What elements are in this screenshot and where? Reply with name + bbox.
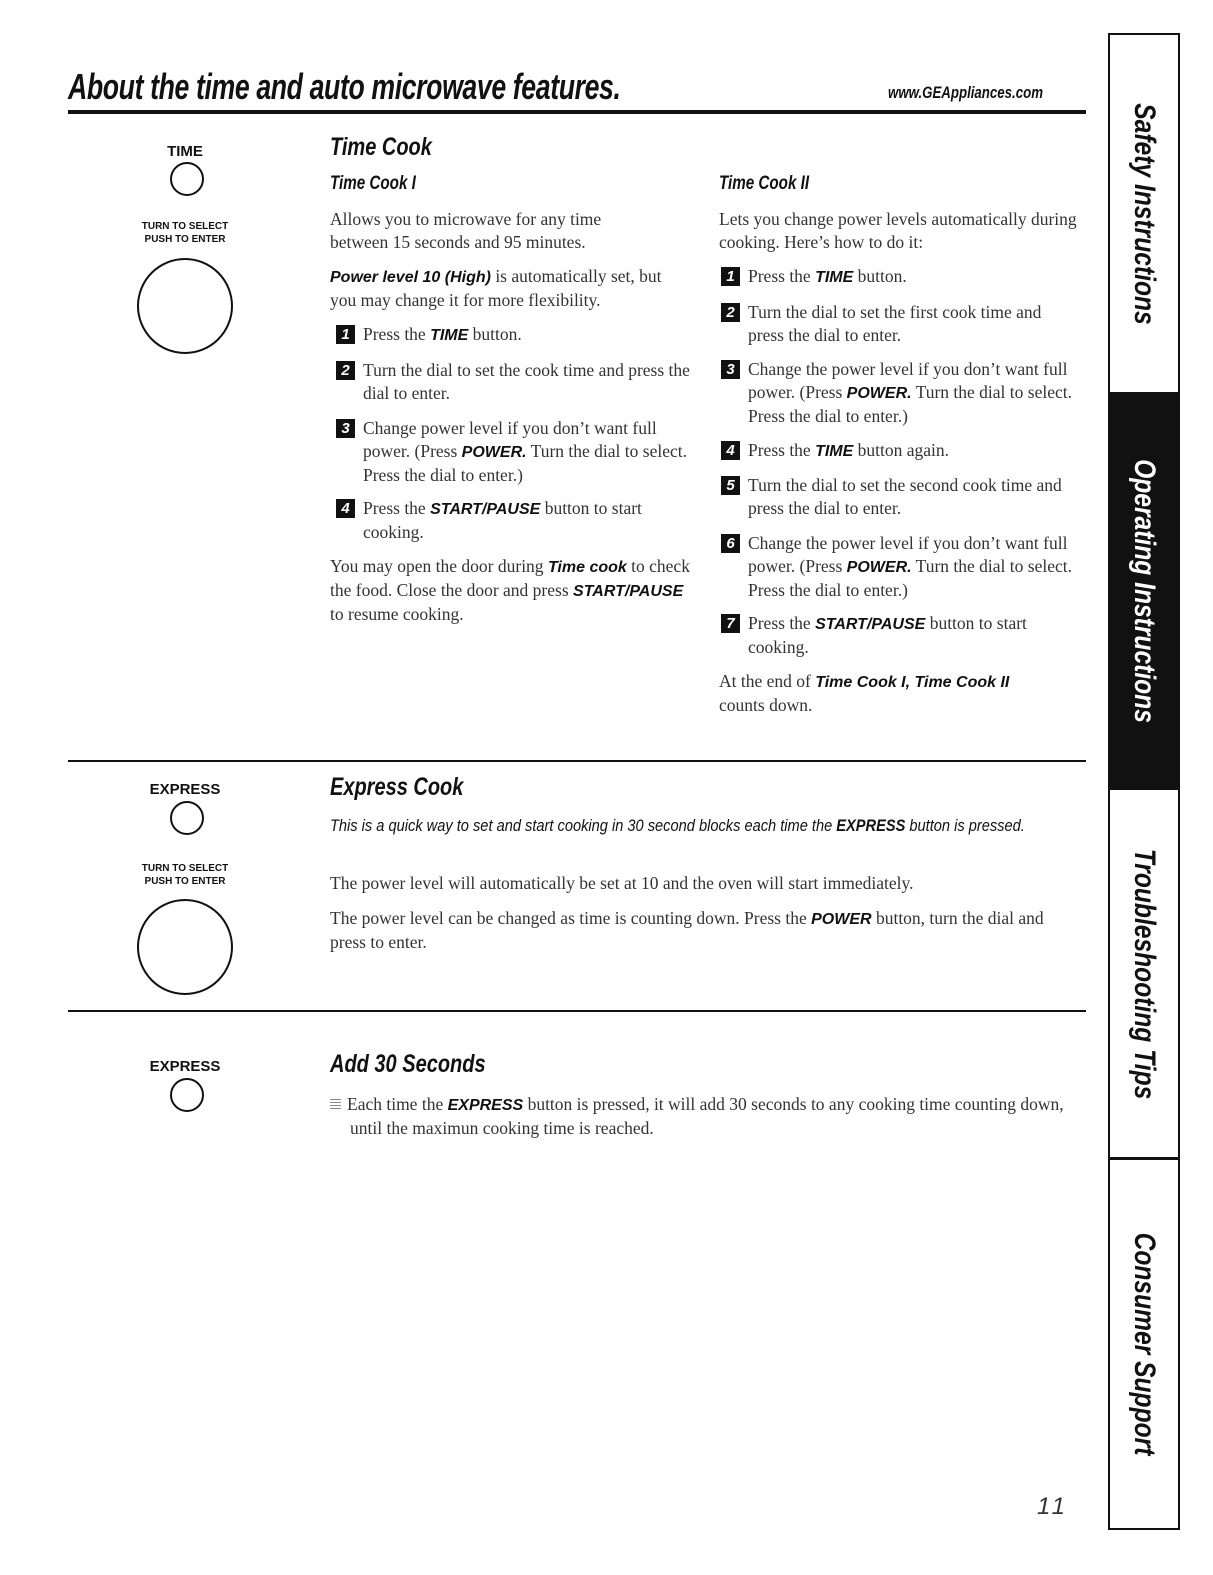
tab-troubleshooting-tips[interactable]: Troubleshooting Tips [1128, 848, 1161, 1100]
dial-hint: TURN TO SELECT PUSH TO ENTER [141, 221, 229, 245]
time-cook-heading: Time Cook [330, 133, 432, 161]
page-title: About the time and auto microwave features. [68, 66, 621, 107]
list-item: 1 Press the TIME button. [721, 265, 1081, 289]
list-item: 1 Press the TIME button. [336, 323, 691, 347]
time-button-icon[interactable] [170, 162, 204, 196]
express-dial-label: EXPRESS [149, 781, 221, 798]
site-url[interactable]: www.GEAppliances.com [888, 83, 1043, 102]
dial-knob-icon[interactable] [137, 899, 233, 995]
time-dial-label: TIME [167, 143, 203, 160]
list-item: 4 Press the START/PAUSE button to start cooking. [336, 497, 691, 544]
list-item: 4 Press the TIME button again. [721, 439, 1081, 463]
express-button-icon[interactable] [170, 801, 204, 835]
section-divider [68, 760, 1086, 762]
tab-consumer-support[interactable]: Consumer Support [1128, 1232, 1162, 1456]
time-cook-2-closing: At the end of Time Cook I, Time Cook II counts down. [719, 671, 1010, 715]
power-level-note: Power level 10 (High) is automatically set, but you may change it for more flexibility. [330, 266, 662, 310]
dial-hint: TURN TO SELECT PUSH TO ENTER [141, 863, 229, 887]
header-rule [68, 110, 1086, 114]
express-cook-p1: The power level will automatically be set at 10 and the oven will start immediately. [330, 873, 914, 893]
express-cook-heading: Express Cook [330, 773, 464, 801]
time-cook-2-intro: Lets you change power levels automatically during cooking. Here’s how to do it: [719, 209, 1077, 252]
list-item: 3 Change the power level if you don’t want full power. (Press POWER. Turn the dial to select. Press the dial to enter.) [721, 358, 1081, 428]
express-dial-label: EXPRESS [149, 1058, 221, 1075]
list-item: 2 Turn the dial to set the first cook time and press the dial to enter. [721, 301, 1081, 348]
tab-operating-instructions[interactable]: Operating Instructions [1110, 392, 1178, 790]
time-cook-1-intro: Allows you to microwave for any time between 15 seconds and 95 minutes. [330, 209, 602, 252]
section-sidebar [1108, 33, 1180, 1530]
list-item: 7 Press the START/PAUSE button to start cooking. [721, 612, 1081, 659]
dial-knob-icon[interactable] [137, 258, 233, 354]
list-item: 3 Change power level if you don’t want full power. (Press POWER. Turn the dial to select. Press the dial to enter.) [336, 417, 691, 487]
list-item: 2 Turn the dial to set the cook time and press the dial to enter. [336, 359, 691, 406]
list-item: 5 Turn the dial to set the second cook time and press the dial to enter. [721, 474, 1081, 521]
express-cook-intro: This is a quick way to set and start cooking in 30 second blocks each time the EXPRESS button is pressed. [330, 816, 1025, 835]
list-item: 6 Change the power level if you don’t want full power. (Press POWER. Turn the dial to select. Press the dial to enter.) [721, 532, 1081, 602]
time-cook-1-subheading: Time Cook I [330, 173, 416, 194]
time-cook-2-subheading: Time Cook II [719, 173, 810, 194]
page-number: 11 [1037, 1493, 1068, 1520]
add-30-heading: Add 30 Seconds [330, 1050, 486, 1078]
section-divider [68, 1010, 1086, 1012]
tab-safety-instructions[interactable]: Safety Instructions [1128, 102, 1161, 325]
express-cook-p2: The power level can be changed as time is counting down. Press the POWER button, turn the dial and press to enter. [330, 908, 1044, 952]
bullet-icon [330, 1098, 341, 1109]
express-button-icon[interactable] [170, 1078, 204, 1112]
add-30-text: Each time the EXPRESS button is pressed, it will add 30 seconds to any cooking time counting down, until the maximun cooking time is reached. [330, 1093, 1080, 1140]
time-cook-1-closing: You may open the door during Time cook to check the food. Close the door and press START/PAUSE to resume cooking. [330, 556, 690, 624]
